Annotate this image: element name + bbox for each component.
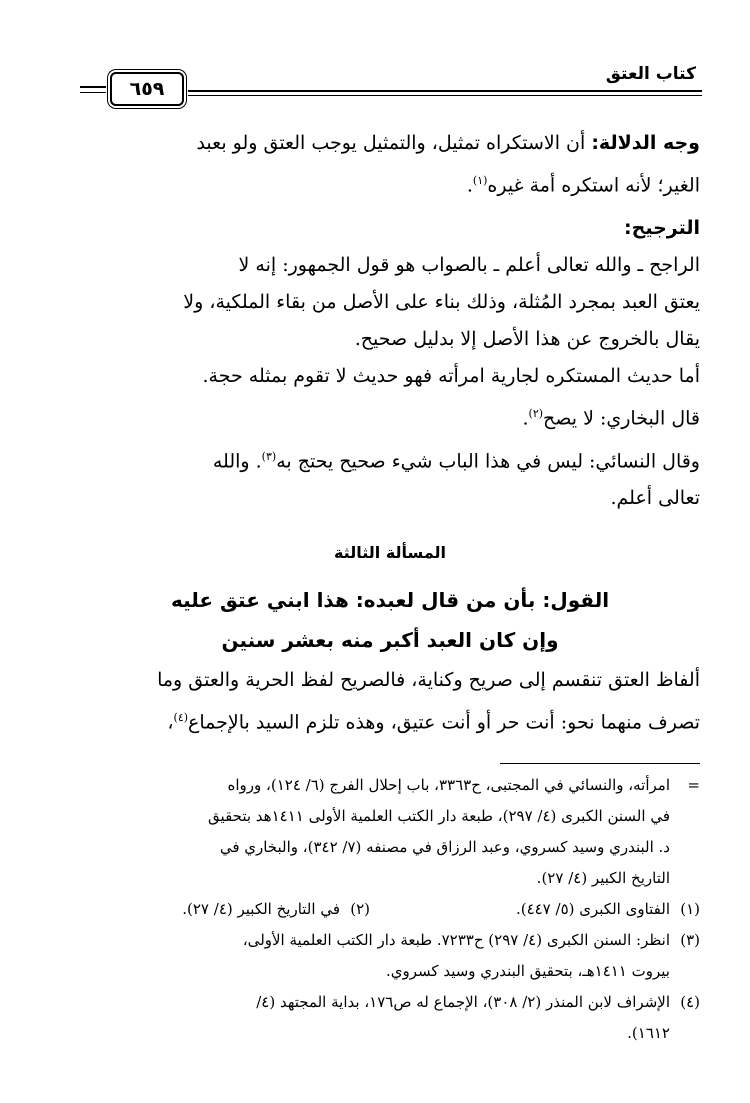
footnote-separator [500, 763, 700, 764]
text-line: تصرف منهما نحو: أنت حر أو أنت عتيق، وهذه تلزم السيد بالإجماع$^{(٤)}$، [167, 711, 700, 734]
running-title: كتاب العتق [605, 64, 696, 84]
text-line: تعالى أعلم. [610, 486, 700, 509]
text-line: وقال النسائي: ليس في هذا الباب شيء صحيح يحتج به$^{(٣)}$. والله [212, 449, 700, 472]
main-text [80, 125, 700, 517]
masala-heading-block [80, 534, 700, 571]
text-line: ألفاظ العتق تنقسم إلى صريح وكناية، فالصريح لفظ الحرية والعتق وما [157, 669, 700, 691]
text-line: الغير؛ لأنه استكره أمة غيره$^{(١)}$. [466, 174, 700, 197]
text-line: قال البخاري: لا يصح$^{(٢)}$. [522, 407, 700, 430]
page-header [80, 62, 702, 110]
footnote-1-2: (١) الفتاوى الكبرى (٥/ ٤٤٧). (٢) في التاريخ الكبير (٤/ ٢٧). [182, 900, 700, 918]
text-line: الراجح ـ والله تعالى أعلم ـ بالصواب هو قول الجمهور: إنه لا [238, 254, 700, 277]
footnote-4: (٤) الإشراف لابن المنذر (٢/ ٣٠٨)، الإجماع له ص١٧٦، بداية المجتهد (٤/ [256, 993, 700, 1011]
text-line: يقال بالخروج عن هذا الأصل إلا بدليل صحيح. [354, 328, 700, 351]
text-line: يعتق العبد بمجرد المُثلة، وذلك بناء على الأصل من بقاء الملكية، ولا [183, 291, 700, 314]
text-line: وجه الدلالة: أن الاستكراه تمثيل، والتمثيل يوجب العتق ولو بعبد [196, 132, 700, 154]
section-paragraph [80, 662, 700, 741]
footnote-continuation: = امرأته، والنسائي في المجتبى، ح٣٣٦٣، باب إحلال الفرج (٦/ ١٢٤)، ورواه [227, 776, 700, 794]
ruling-title-line1: القول: بأن من قال لعبده: هذا ابني عتق عليه [170, 588, 610, 612]
footnotes: = امرأته، والنسائي في المجتبى، ح٣٣٦٣، باب إحلال الفرج (٦/ ١٢٤)، ورواه في السنن الكبرى (٤/ ٢٩٧)، طبعة دار الكتب العلمية الأولى ١٤١١هد بتحقيق د. البندري وسيد كسروي، وعبد الرزاق في مصنفه (٧/ ٣٤٢)، والبخاري في التاريخ الكبير (٤/ ٢٧). (١) الفتاوى الكبرى (٥/ ٤٤٧). (٢) في التاريخ الكبير (٤/ ٢٧). (٣) انظر: السنن الكبرى (٤/ ٢٩٧) ح٧٢٣٣. طبعة دار الكتب العلمية الأولى، بيروت ١٤١١هـ، بتحقيق البندري وسيد كسروي. (٤) الإشراف لابن المنذر (٢/ ٣٠٨)، الإجماع له ص١٧٦، بداية المجتهد (٤/ ١٦١٢). [80, 770, 700, 1049]
masala-heading: المسألة الثالثة [333, 543, 447, 562]
ruling-title-block [80, 580, 700, 660]
text-line: أما حديث المستكره لجارية امرأته فهو حديث لا تقوم بمثله حجة. [202, 365, 700, 388]
footnote-3: (٣) انظر: السنن الكبرى (٤/ ٢٩٧) ح٧٢٣٣. طبعة دار الكتب العلمية الأولى، [242, 931, 700, 949]
header-rule-left-bottom [80, 92, 106, 93]
header-rule-right-bottom [188, 95, 702, 96]
section-label-wajh: وجه الدلالة: [591, 132, 700, 154]
header-rule-right-top [188, 90, 702, 92]
page-number: ٦٥٩ [110, 72, 184, 106]
ruling-title-line2: وإن كان العبد أكبر منه بعشر سنين [221, 628, 559, 652]
section-heading-tarjih: الترجيح: [624, 217, 700, 240]
header-rule-left-top [80, 86, 106, 88]
